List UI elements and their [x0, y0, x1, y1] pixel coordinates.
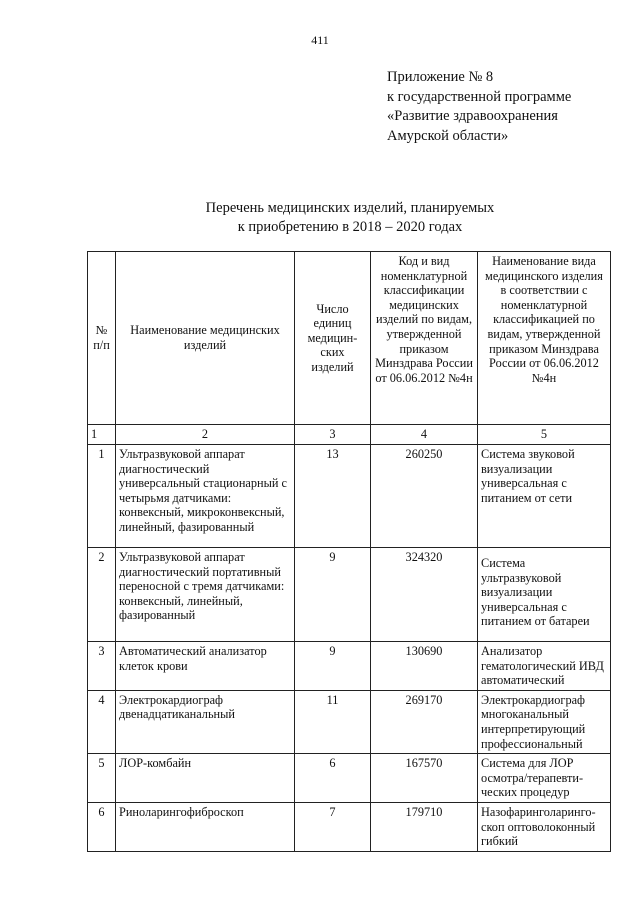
device-kind: Анализатор гематологический ИВД автоматический: [478, 642, 611, 691]
header-device-name: Наименование медицинских изделий: [116, 252, 295, 425]
device-count: 9: [295, 642, 371, 691]
device-kind: Система для ЛОР осмотра/терапевти-ческих процедур: [478, 754, 611, 803]
table-row: [88, 642, 611, 691]
row-number: 4: [88, 690, 116, 753]
device-name: Ультразвуковой аппарат диагностический универсальный стационарный с четырьмя датчиками: конвексный, микроконвексный, линейный, фазированный: [116, 445, 295, 548]
device-code: 269170: [371, 690, 478, 753]
device-code: 260250: [371, 445, 478, 548]
table-row: [88, 445, 611, 548]
row-number: 1: [88, 445, 116, 548]
header-kind: Наименование вида медицинского изделия в соответствии с номенклатурной классификацией по видам, утвержденной приказом Минздрава России от 06.06.2012 №4н: [478, 252, 611, 425]
device-count: 13: [295, 445, 371, 548]
row-number: 6: [88, 802, 116, 851]
header-code: Код и вид номенклатурной классификации медицинских изделий по видам, утвержденной приказом Минздрава России от 06.06.2012 №4н: [371, 252, 478, 425]
table-row: [88, 548, 611, 642]
row-number: 2: [88, 548, 116, 642]
column-index: 2: [116, 425, 295, 445]
device-code: 130690: [371, 642, 478, 691]
column-index: 5: [478, 425, 611, 445]
device-code: 167570: [371, 754, 478, 803]
device-count: 6: [295, 754, 371, 803]
column-index: 3: [295, 425, 371, 445]
appendix-line: «Развитие здравоохранения: [387, 108, 558, 124]
page-number: 411: [311, 33, 329, 47]
title-line: Перечень медицинских изделий, планируемых: [205, 200, 495, 216]
device-name: Риноларингофиброскоп: [116, 802, 295, 851]
device-code: 324320: [371, 548, 478, 642]
table-row: [88, 754, 611, 803]
device-kind: Система ультразвуковой визуализации универсальная с питанием от батареи: [478, 548, 611, 642]
device-name: Ультразвуковой аппарат диагностический портативный переносной с тремя датчиками: конвексный, линейный, фазированный: [116, 548, 295, 642]
device-name: Автоматический анализатор клеток крови: [116, 642, 295, 691]
device-name: Электрокардиограф двенадцатиканальный: [116, 690, 295, 753]
device-kind: Назофаринголаринго-скоп оптоволоконный гибкий: [478, 802, 611, 851]
device-kind: Электрокардиограф многоканальный интерпретирующий профессиональный: [478, 690, 611, 753]
appendix-line: Приложение № 8: [387, 69, 494, 85]
device-count: 7: [295, 802, 371, 851]
row-number: 5: [88, 754, 116, 803]
device-code: 179710: [371, 802, 478, 851]
device-kind: Система звуковой визуализации универсальная с питанием от сети: [478, 445, 611, 548]
header-number: № п/п: [88, 252, 116, 425]
document-title: [150, 199, 550, 237]
appendix-line: Амурской области»: [387, 127, 509, 144]
appendix-heading: [387, 68, 571, 146]
device-count: 9: [295, 548, 371, 642]
row-number: 3: [88, 642, 116, 691]
column-index-row: [88, 425, 611, 445]
device-count: 11: [295, 690, 371, 753]
table-row: [88, 690, 611, 753]
table-header-row: [88, 252, 611, 425]
header-count: Число единиц медицин-ских изделий: [295, 252, 371, 425]
column-index: 1: [88, 425, 116, 445]
appendix-line: к государственной программе: [387, 88, 572, 105]
table-row: [88, 802, 611, 851]
title-line: к приобретению в 2018 – 2020 годах: [237, 219, 463, 235]
column-index: 4: [371, 425, 478, 445]
devices-table: [87, 251, 611, 852]
device-name: ЛОР-комбайн: [116, 754, 295, 803]
